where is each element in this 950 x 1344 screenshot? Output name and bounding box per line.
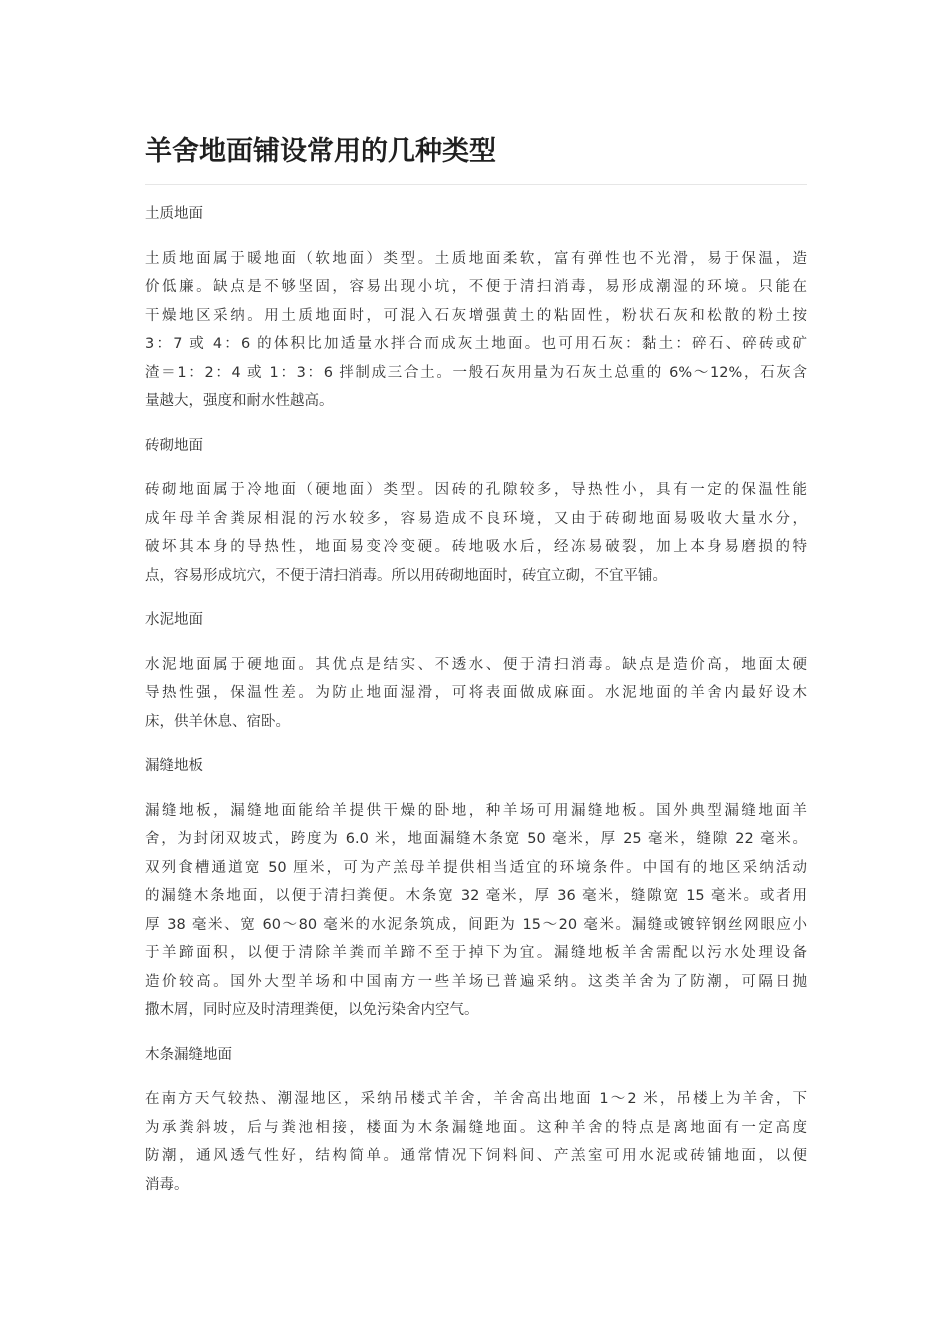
section-heading: 漏缝地板 [145,758,203,774]
section-paragraph [145,476,807,590]
section-heading: 土质地面 [145,206,203,222]
section-slatted-floor [145,752,807,1025]
paragraph-line: 漏缝地板，漏缝地面能给羊提供干燥的卧地，种羊场可用漏缝地板。国外典型漏缝地面羊 [145,802,807,819]
section-brick [145,432,807,591]
paragraph-line: 床，供羊休息、宿卧。 [145,713,290,730]
paragraph-line: 撒木屑，同时应及时清理粪便，以免污染舍内空气。 [145,1002,479,1018]
section-paragraph [145,651,807,737]
document-page [145,128,807,1199]
section-heading: 砖砌地面 [145,437,203,454]
paragraph-line: 为承粪斜坡，后与粪池相接，楼面为木条漏缝地面。这种羊舍的特点是离地面有一定高度 [145,1119,807,1136]
paragraph-line: 在南方天气较热、潮湿地区，采纳吊楼式羊舍，羊舍高出地面 1～2 米，吊楼上为羊舍，下 [145,1091,807,1107]
paragraph-line: 造价较高。国外大型羊场和中国南方一些羊场已普遍采纳。这类羊舍为了防潮，可隔日抛 [145,973,807,990]
paragraph-line: 价低廉。缺点是不够坚固，容易出现小坑，不便于清扫消毒，易形成潮湿的环境。只能在 [145,279,807,295]
paragraph-line: 干燥地区采纳。用土质地面时，可混入石灰增强黄土的粘固性，粉状石灰和松散的粉土按 [145,307,807,324]
paragraph-line: 砖砌地面属于冷地面（硬地面）类型。因砖的孔隙较多，导热性小，具有一定的保温性能 [145,482,807,498]
paragraph-line: 渣＝1：2：4 或 1：3：6 拌制成三合土。一般石灰用量为石灰土总重的 6%～12%，石灰含 [145,364,807,381]
section-heading: 木条漏缝地面 [145,1046,232,1063]
paragraph-line: 于羊蹄面积，以便于清除羊粪而羊蹄不至于掉下为宜。漏缝地板羊舍需配以污水处理设备 [145,945,807,961]
paragraph-line: 成年母羊舍粪尿相混的污水较多，容易造成不良环境，又由于砖砌地面易吸收大量水分， [145,510,807,527]
paragraph-line: 破坏其本身的导热性，地面易变冷变硬。砖地吸水后，经冻易破裂，加上本身易磨损的特 [145,539,807,555]
section-wood-slatted-floor [145,1041,807,1200]
paragraph-line: 水泥地面属于硬地面。其优点是结实、不透水、便于清扫消毒。缺点是造价高，地面太硬 [145,656,807,673]
paragraph-line: 点，容易形成坑穴，不便于清扫消毒。所以用砖砌地面时，砖宜立砌，不宜平铺。 [145,567,667,584]
section-soil [145,200,807,416]
paragraph-line: 土质地面属于暖地面（软地面）类型。土质地面柔软，富有弹性也不光滑，易于保温，造 [145,250,807,267]
paragraph-line: 厚 38 毫米、宽 60～80 毫米的水泥条筑成，间距为 15～20 毫米。漏缝或镀锌钢丝网眼应小 [145,916,807,933]
title-divider [145,184,807,185]
paragraph-line: 舍，为封闭双坡式，跨度为 6.0 米，地面漏缝木条宽 50 毫米，厚 25 毫米，缝隙 22 毫米。 [145,831,807,847]
paragraph-line: 消毒。 [145,1176,189,1193]
section-paragraph [145,1085,807,1199]
paragraph-line: 量越大，强度和耐水性越高。 [145,393,334,409]
section-paragraph [145,245,807,416]
page-title: 羊舍地面铺设常用的几种类型 [145,136,496,167]
paragraph-line: 双列食槽通道宽 50 厘米，可为产羔母羊提供相当适宜的环境条件。中国有的地区采纳活动 [145,859,807,876]
paragraph-line: 防潮，通风透气性好，结构简单。通常情况下饲料间、产羔室可用水泥或砖铺地面，以便 [145,1148,807,1164]
paragraph-line: 的漏缝木条地面，以便于清扫粪便。木条宽 32 毫米，厚 36 毫米，缝隙宽 15 毫米。或者用 [145,888,807,904]
section-heading: 水泥地面 [145,612,203,628]
paragraph-line: 导热性强，保温性差。为防止地面湿滑，可将表面做成麻面。水泥地面的羊舍内最好设木 [145,685,807,701]
section-cement [145,606,807,736]
paragraph-line: 3：7 或 4：6 的体积比加适量水拌合而成灰土地面。也可用石灰：黏土：碎石、碎砖或矿 [145,336,807,352]
section-paragraph [145,797,807,1025]
